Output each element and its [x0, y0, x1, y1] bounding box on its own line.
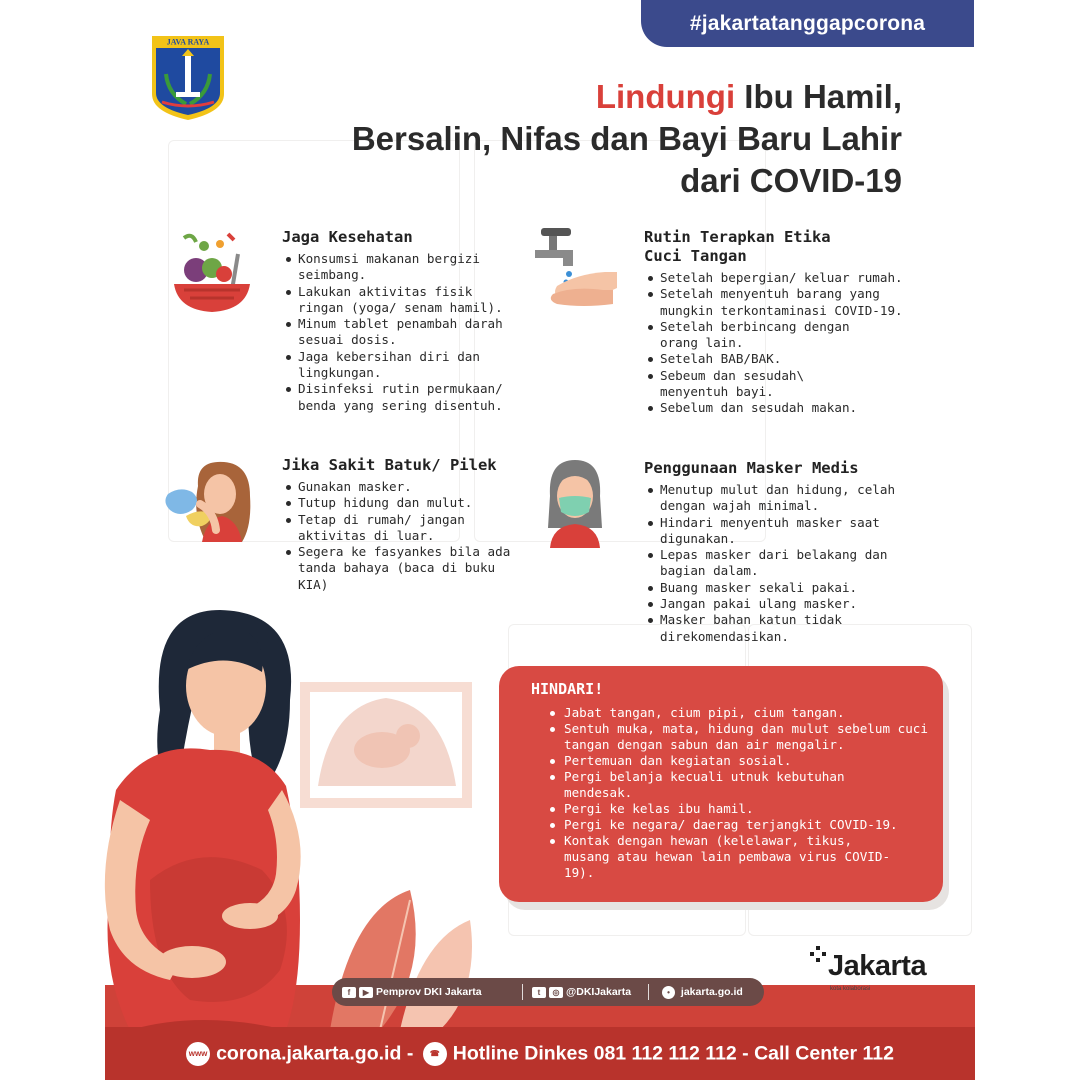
list-item: Jabat tangan, cium pipi, cium tangan. [564, 705, 934, 721]
list-item: Segera ke fasyankes bila ada tanda bahaya (baca di buku KIA) [298, 544, 527, 593]
section-jaga-kesehatan [282, 228, 522, 414]
list-item: Lepas masker dari belakang dan bagian dalam. [660, 547, 934, 580]
divider [648, 984, 649, 1000]
jakarta-logo-text: Jakarta [828, 950, 927, 982]
list-item: Kontak dengan hewan (kelelawar, tikus, musang atau hewan lain pembawa virus COVID-19). [564, 833, 894, 881]
youtube-icon: ▶ [359, 987, 373, 998]
title-accent: Lindungi [595, 78, 736, 115]
social-bar [332, 978, 764, 1006]
list-item: Pergi ke negara/ daerag terjangkit COVID-19. [564, 817, 934, 833]
www-globe-icon: www [186, 1042, 210, 1066]
divider [522, 984, 523, 1000]
title-line1-rest: Ibu Hamil, [735, 78, 902, 115]
hindari-list [564, 705, 934, 881]
list-item: Setelah BAB/BAK. [660, 351, 934, 367]
section-batuk-pilek [282, 456, 527, 593]
jakarta-logo [808, 944, 938, 1000]
list-item: Buang masker sekali pakai. [660, 580, 934, 596]
list-item: Setelah berbincang dengan orang lain. [660, 319, 890, 352]
list-item: Tetap di rumah/ jangan aktivitas di luar. [298, 512, 498, 545]
masker-list [644, 482, 934, 645]
section-heading: Jika Sakit Batuk/ Pilek [282, 456, 497, 474]
hindari-heading: HINDARI! [531, 680, 604, 698]
twitter-icon: t [532, 987, 546, 998]
batuk-list [282, 479, 527, 593]
cuci-list [644, 270, 934, 417]
footer-website[interactable]: corona.jakarta.go.id [216, 1042, 402, 1065]
list-item: Jangan pakai ulang masker. [660, 596, 934, 612]
list-item: Setelah bepergian/ keluar rumah. [660, 270, 934, 286]
hashtag-banner: #jakartatanggapcorona [641, 0, 974, 47]
svg-text:JAVA RAYA: JAVA RAYA [166, 37, 210, 47]
list-item: Pergi belanja kecuali utnuk kebutuhan mendesak. [564, 769, 894, 801]
footer-hotline: Hotline Dinkes 081 112 112 112 - Call Center 112 [452, 1042, 894, 1065]
jaga-list [282, 251, 522, 414]
facebook-icon: f [342, 987, 356, 998]
section-heading: Rutin Terapkan Etika Cuci Tangan [644, 228, 831, 265]
footer-bar [105, 1027, 975, 1080]
globe-icon: • [662, 986, 675, 999]
healthy-food-bowl-icon [170, 224, 254, 316]
title-line3: dari COVID-19 [680, 162, 902, 199]
list-item: Menutup mulut dan hidung, celah dengan wajah minimal. [660, 482, 934, 515]
list-item: Konsumsi makanan bergizi seimbang. [298, 251, 522, 284]
page-title [202, 76, 902, 202]
website-handle: jakarta.go.id [680, 986, 743, 998]
list-item: Disinfeksi rutin permukaan/ benda yang sering disentuh. [298, 381, 522, 414]
section-cuci-tangan [644, 228, 934, 417]
instagram-icon: ◎ [549, 987, 563, 998]
hindari-box [499, 666, 943, 902]
list-item: Minum tablet penambah darah sesuai dosis. [298, 316, 522, 349]
footer-separator: - [406, 1042, 414, 1065]
coughing-woman-icon [162, 456, 258, 548]
list-item: Hindari menyentuh masker saat digunakan. [660, 515, 934, 548]
section-heading: Penggunaan Masker Medis [644, 459, 859, 477]
list-item: Lakukan aktivitas fisik ringan (yoga/ senam hamil). [298, 284, 522, 317]
list-item: Sebelum dan sesudah makan. [660, 400, 934, 416]
social-facebook-youtube[interactable] [342, 978, 482, 1006]
list-item: Pertemuan dan kegiatan sosial. [564, 753, 934, 769]
telephone-icon: ☎ [423, 1042, 447, 1066]
handwashing-icon [533, 224, 621, 308]
list-item: Gunakan masker. [298, 479, 527, 495]
section-heading: Jaga Kesehatan [282, 228, 413, 246]
section-masker-medis [644, 459, 934, 645]
list-item: Pergi ke kelas ibu hamil. [564, 801, 934, 817]
list-item: Jaga kebersihan diri dan lingkungan. [298, 349, 522, 382]
pregnant-woman-illustration [0, 590, 520, 1030]
list-item: Tutup hidung dan mulut. [298, 495, 527, 511]
jakarta-tagline: kota kolaborasi [830, 986, 871, 992]
list-item: Sentuh muka, mata, hidung dan mulut sebelum cuci tangan dengan sabun dan air mengalir. [564, 721, 934, 753]
jakarta-plus-icon [810, 946, 828, 970]
list-item: Sebeum dan sesudah\ menyentuh bayi. [660, 368, 840, 401]
facebook-youtube-handle: Pemprov DKI Jakarta [376, 986, 482, 998]
social-website[interactable] [662, 978, 743, 1006]
list-item: Setelah menyentuh barang yang mungkin terkontaminasi COVID-19. [660, 286, 910, 319]
twitter-instagram-handle: @DKIJakarta [566, 986, 632, 998]
list-item: Masker bahan katun tidak direkomendasikan. [660, 612, 880, 645]
masked-woman-icon [544, 456, 606, 548]
title-line2: Bersalin, Nifas dan Bayi Baru Lahir [351, 120, 902, 157]
social-twitter-instagram[interactable] [532, 978, 631, 1006]
